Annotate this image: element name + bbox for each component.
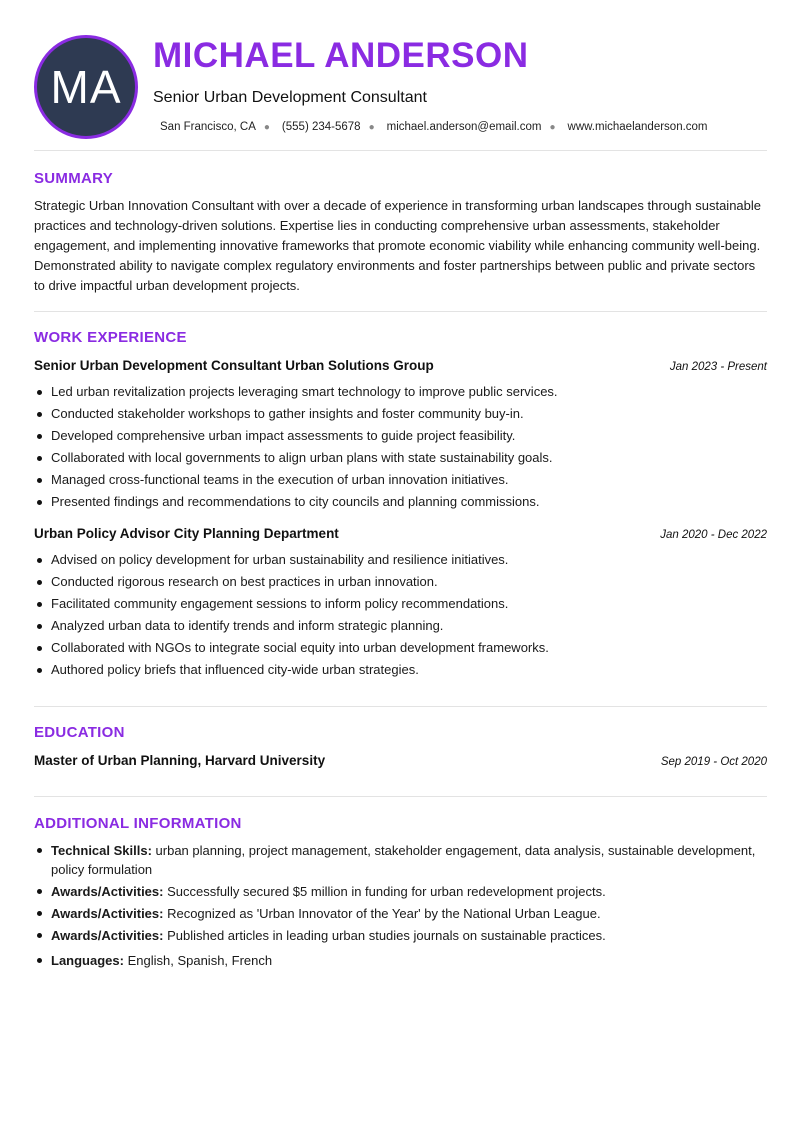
summary-text: Strategic Urban Innovation Consultant with over a decade of experience in transforming urban landscapes through sustainable practices and technology-driven solutions. Expertise lies in conducting comprehensive urban assessments, stakeholder engagement, and implementing innovative frameworks that promote economic viability while enhancing community well-being. Demonstrated ability to navigate complex regulatory environments and foster partnerships between public and private sectors to drive impactful urban development projects. — [34, 198, 761, 293]
item-text: Recognized as 'Urban Innovator of the Year' by the National Urban League. — [163, 906, 601, 921]
item-label: Awards/Activities: — [51, 906, 164, 921]
education-dates: Sep 2019 - Oct 2020 — [660, 756, 767, 768]
degree: Master of Urban Planning, Harvard University — [34, 753, 326, 768]
divider — [34, 706, 767, 707]
contact-email[interactable]: michael.anderson@email.com — [386, 121, 542, 133]
avatar — [34, 35, 138, 139]
job-header — [34, 526, 767, 541]
list-item: Collaborated with local governments to align urban plans with state sustainability goals. — [34, 447, 767, 469]
item-label: Technical Skills: — [51, 843, 152, 858]
list-item: Conducted rigorous research on best practices in urban innovation. — [34, 571, 767, 593]
job-dates: Jan 2023 - Present — [669, 361, 767, 373]
list-item — [34, 882, 767, 901]
list-item: Advised on policy development for urban sustainability and resilience initiatives. — [34, 549, 767, 571]
separator-dot: ● — [368, 121, 375, 133]
work-experience-heading: WORK EXPERIENCE — [34, 329, 187, 346]
education-entry — [34, 753, 767, 768]
job-dates: Jan 2020 - Dec 2022 — [660, 529, 767, 541]
item-label: Awards/Activities: — [51, 884, 164, 899]
contact-line — [160, 121, 708, 133]
candidate-name: MICHAEL ANDERSON — [153, 36, 529, 75]
separator-dot: ● — [263, 121, 270, 133]
avatar-initials: MA — [50, 61, 122, 113]
contact-website[interactable]: www.michaelanderson.com — [567, 121, 708, 133]
divider — [34, 311, 767, 312]
list-item: Managed cross-functional teams in the execution of urban innovation initiatives. — [34, 469, 767, 491]
list-item: Conducted stakeholder workshops to gather insights and foster community buy-in. — [34, 403, 767, 425]
list-item: Collaborated with NGOs to integrate social equity into urban development frameworks. — [34, 637, 767, 659]
contact-phone: (555) 234-5678 — [281, 121, 361, 133]
list-item — [34, 904, 767, 923]
item-text: urban planning, project management, stakeholder engagement, data analysis, sustainable development, policy formulation — [51, 843, 756, 877]
list-item: Developed comprehensive urban impact assessments to guide project feasibility. — [34, 425, 767, 447]
divider — [34, 150, 767, 151]
additional-info-list — [34, 841, 767, 973]
item-text: Successfully secured $5 million in funding for urban redevelopment projects. — [163, 884, 606, 899]
list-item: Facilitated community engagement sessions to inform policy recommendations. — [34, 593, 767, 615]
item-label: Languages: — [51, 953, 124, 968]
additional-info-heading: ADDITIONAL INFORMATION — [34, 815, 242, 832]
list-item — [34, 951, 767, 970]
list-item: Analyzed urban data to identify trends and inform strategic planning. — [34, 615, 767, 637]
job-title: Senior Urban Development Consultant Urban Solutions Group — [34, 358, 434, 373]
divider — [34, 796, 767, 797]
item-label: Awards/Activities: — [51, 928, 164, 943]
job-bullets — [34, 381, 767, 513]
job-header — [34, 358, 767, 373]
job-bullets — [34, 549, 767, 681]
list-item: Led urban revitalization projects leveraging smart technology to improve public services. — [34, 381, 767, 403]
separator-dot: ● — [549, 121, 556, 133]
job-title: Urban Policy Advisor City Planning Department — [34, 526, 339, 541]
candidate-title: Senior Urban Development Consultant — [153, 89, 427, 106]
item-text: Published articles in leading urban studies journals on sustainable practices. — [163, 928, 606, 943]
list-item — [34, 926, 767, 945]
contact-location: San Francisco, CA — [160, 121, 256, 133]
item-text: English, Spanish, French — [123, 953, 273, 968]
summary-heading: SUMMARY — [34, 170, 114, 187]
education-heading: EDUCATION — [34, 724, 125, 741]
list-item — [34, 841, 767, 879]
list-item: Authored policy briefs that influenced city-wide urban strategies. — [34, 659, 767, 681]
list-item: Presented findings and recommendations to city councils and planning commissions. — [34, 491, 767, 513]
